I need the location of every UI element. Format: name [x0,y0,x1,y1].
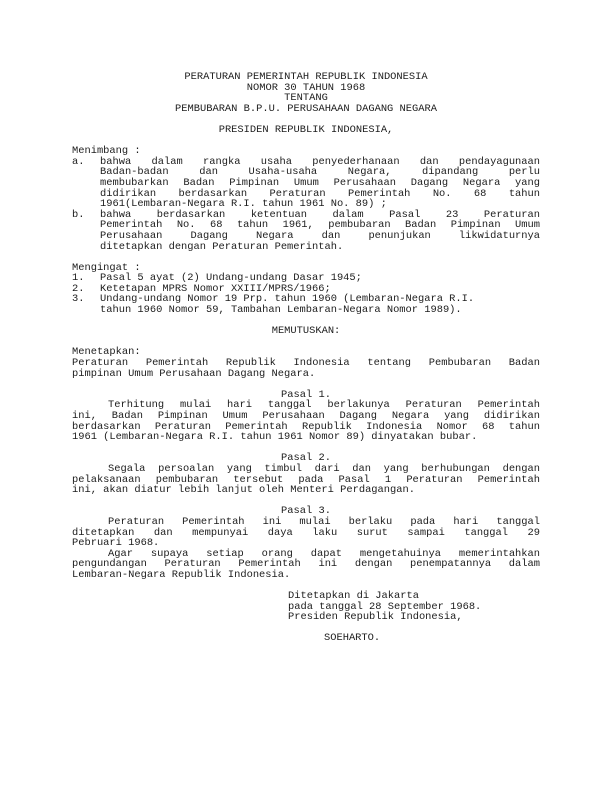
text-line: 1961(Lembaran-Negara R.I. tahun 1961 No. 89) ; [100,198,387,211]
document-page [72,72,540,644]
pasal-title: Pasal 3. [281,505,331,518]
text-line: ditetapkan dan mempunyai daya laku surut sampai tanggal 29 [72,526,540,539]
header-about: TENTANG [284,92,328,105]
item-marker: a. [72,155,85,168]
text-line: pengundangan Peraturan Pemerintah ini dengan penempatannya dalam [72,558,540,571]
text-line: tahun 1960 Nomor 59, Tambahan Lembaran-Negara Nomor 1989). [100,304,462,317]
item-marker: 1. [72,272,85,285]
text-line: ini, akan diatur lebih lanjut oleh Menteri Perdagangan. [72,484,415,497]
text-line: ditetapkan dengan Peraturan Pemerintah. [100,240,344,253]
mengingat-section [72,263,540,316]
text-line: ini, Badan Pimpinan Umum Perusahaan Dagang Negara yang didirikan [72,410,540,422]
menimbang-section [72,146,540,252]
menimbang-label: Menimbang : [72,145,141,158]
signature-date: pada tanggal 28 September 1968. [288,600,482,613]
text-line: Peraturan Pemerintah Republik Indonesia tentang Pembubaran Badan [72,357,540,370]
text-line: Undang-undang Nomor 19 Prp. tahun 1960 (Lembaran-Negara R.I. [100,293,475,306]
header-subject: PEMBUBARAN B.P.U. PERUSAHAAN DAGANG NEGARA [175,102,437,115]
menimbang-item-b [72,210,540,252]
president-heading: PRESIDEN REPUBLIK INDONESIA, [218,123,394,136]
menetapkan-label: Menetapkan: [72,346,141,359]
text-line: pelaksanaan pembubaran tersebut pada Pasal 1 Peraturan Pemerintah [72,473,540,486]
header-number: NOMOR 30 TAHUN 1968 [246,81,366,94]
item-marker: 2. [72,282,85,295]
signature-name: SOEHARTO. [324,632,381,645]
text-line: Agar supaya setiap orang dapat mengetahuinya memerintahkan [108,547,540,560]
document-header [72,72,540,114]
item-marker: 3. [72,293,85,306]
text-line: membubarkan Badan Pimpinan Umum Perusahaan Dagang Negara yang [100,176,540,189]
text-line: pimpinan Umum Perusahaan Dagang Negara. [72,367,316,380]
text-line: Perusahaan Dagang Negara dan penunjukan likwidaturnya [100,229,540,242]
signature-title: Presiden Republik Indonesia, [288,611,463,624]
text-line: 1961 (Lembaran-Negara R.I. tahun 1961 Nomor 89) dinyatakan bubar. [72,431,478,444]
item-marker: b. [72,208,85,221]
pasal-title: Pasal 2. [281,452,331,465]
memutuskan-heading: MEMUTUSKAN: [271,325,341,338]
menimbang-item-a [72,157,540,210]
mengingat-item-3 [72,294,540,315]
pasal-2 [72,453,540,495]
text-line: bahwa dalam rangka usaha penyederhanaan dan pendayagunaan [100,155,540,168]
text-line: Pemerintah No. 68 tahun 1961, pembubaran Badan Pimpinan Umum [100,219,540,232]
header-title: PERATURAN PEMERINTAH REPUBLIK INDONESIA [184,71,428,83]
text-line: Badan-badan dan Usaha-usaha Negara, dipandang perlu [100,166,540,179]
pasal-1 [72,390,540,443]
text-line: Peraturan Pemerintah ini mulai berlaku pada hari tanggal [108,515,540,528]
mengingat-label: Mengingat : [72,261,141,274]
text-line: bahwa berdasarkan ketentuan dalam Pasal 23 Peraturan [100,208,540,221]
text-line: Segala persoalan yang timbul dari dan yang berhubungan dengan [108,462,540,475]
text-line: Pasal 5 ayat (2) Undang-undang Dasar 1945; [100,272,362,285]
text-line: Pebruari 1968. [72,537,160,550]
pasal-title: Pasal 1. [281,388,331,401]
text-line: Terhitung mulai hari tanggal berlakunya Peraturan Pemerintah [108,399,540,412]
text-line: didirikan berdasarkan Peraturan Pemerintah No. 68 tahun [100,187,540,200]
pasal-3 [72,506,540,580]
text-line: Ketetapan MPRS Nomor XXIII/MPRS/1966; [100,282,331,295]
menetapkan-section [72,347,540,379]
text-line: berdasarkan Peraturan Pemerintah Republik Indonesia Nomor 68 tahun [72,420,540,433]
signature-place: Ditetapkan di Jakarta [288,590,419,603]
text-line: Lembaran-Negara Republik Indonesia. [72,568,291,581]
signature-block [288,591,540,644]
